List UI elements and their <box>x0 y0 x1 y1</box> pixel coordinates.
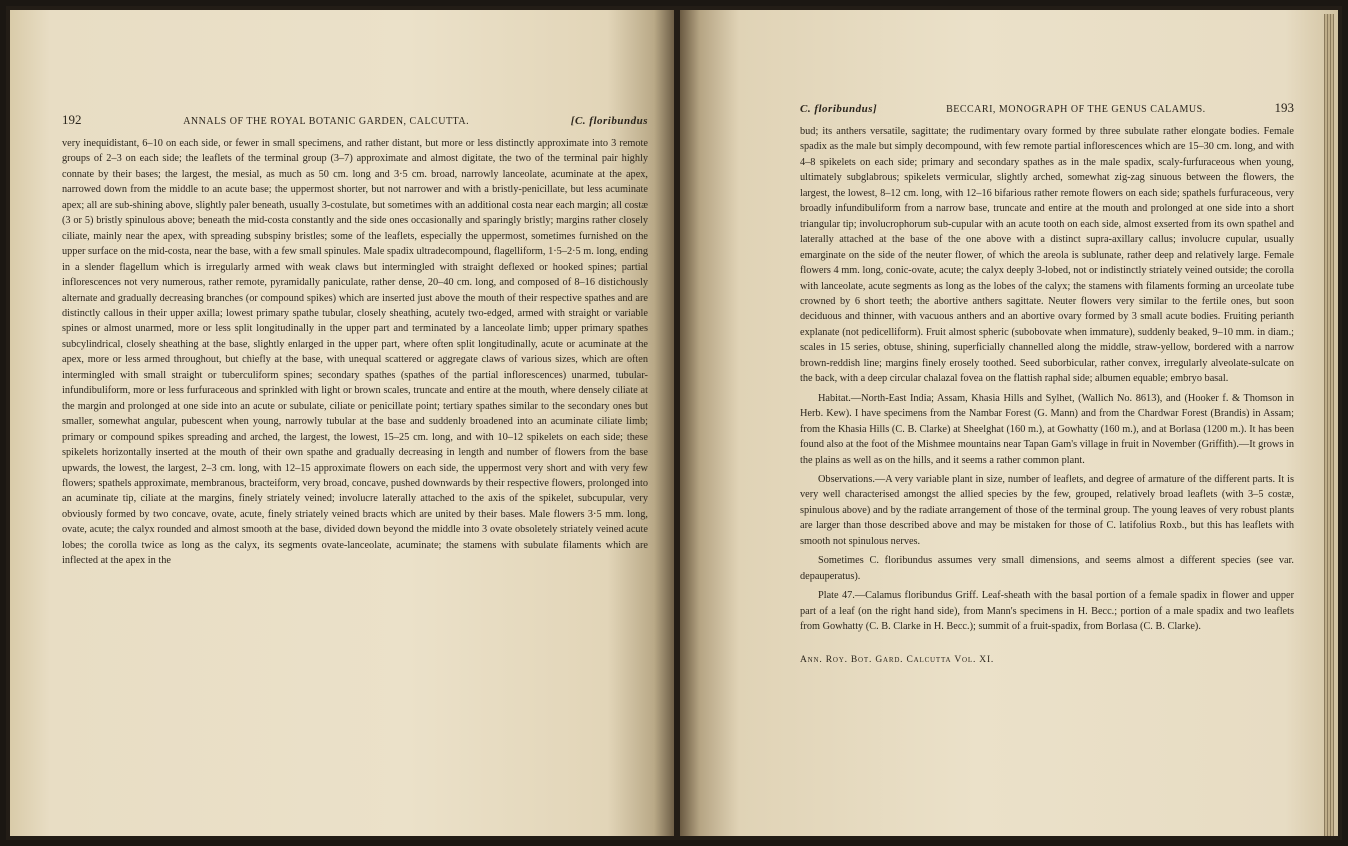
species-tag-left: [C. floribundus <box>570 115 648 127</box>
running-head-title-right: BECCARI, MONOGRAPH OF THE GENUS CALAMUS. <box>946 104 1206 115</box>
book-spread <box>6 6 1342 840</box>
plate-paragraph: Plate 47.—Calamus floribundus Griff. Leaf-sheath with the basal portion of a female spadix in flower and upper part of a leaf (on the right hand side), from Mann's specimens in H. Becc.; portion of a male spadix and two leaflets from Gowhatty (C. B. Clarke in H. Becc.); summit of a fruit-spadix, from Borlasa (C. B. Clarke). <box>800 590 1294 633</box>
page-number-left: 192 <box>62 112 82 127</box>
running-head-left <box>62 112 648 128</box>
left-page <box>10 10 674 836</box>
right-paragraph-1: bud; its anthers versatile, sagittate; the rudimentary ovary formed by three subulate rather elongate bodies. Female spadix as the male but simply decompound, with few remote partial inflorescences which are 15–30 cm. long, and with 4–8 spikelets on each side; primary and secondary spathes as in the male spadix, scaly-furfuraceous when young, ultimately subglabrous; spikelets vermicular, slightly arched, somewhat zig-zag sinuous between the flowers, the largest, the lowest, 8–12 cm. long, with 12–16 bifarious rather remote flowers on each side; spathels furfuraceous, very broadly infundibuliform from a narrow base, truncate and entire at the mouth and prolonged at one side into a short triangular tip; involucrophorum sub-cupular with an acute tooth on each side, almost exserted from its own spathel and laterally attached at the base of the one above with a distinct supra-axillary callus; involucre cupular, usually emarginate on the side of the neuter flower, of which the areola is sublunate, rather deep and relatively large. Female flowers 4 mm. long, conic-ovate, acute; the calyx deeply 3-lobed, not or indistinctly striately veined outside; the corolla with lanceolate, acute segments as long as the lobes of the calyx; the stamens with filaments forming an urceolate tube crowned by 6 short teeth; the abortive anthers sagittate. Neuter flowers very similar to the fertile ones, but soon deciduous and thinner, with vacuous anthers and an abortive ovary formed by 3 small acute bodies. Fruiting perianth explanate (not pedicelliform). Fruit almost spheric (subobovate when immature), suddenly beaked, 9–10 mm. in diam.; scales in 15 series, obtuse, shining, superficially channelled along the middle, straw-yellow, bordered with a narrow brown-reddish line; margins finely erosely toothed. Seed suborbicular, rather convex, irregularly alveolate-sulcate on the back, with a deep circular chalazal fovea on the flattish raphal side; albumen equable; embryo basal. <box>800 126 1294 385</box>
habitat-paragraph: Habitat.—North-East India; Assam, Khasia Hills and Sylhet, (Wallich No. 8613), and (Hooker f. & Thomson in Herb. Kew). I have specimens from the Nambar Forest (G. Mann) and from the Chardwar Forest (Brandis) in Assam; from the Khasia Hills (C. B. Clarke) at Sheelghat (160 m.), at Gowhatty (160 m.), and at Borlasa (1200 m.). It has been found also at the foot of the Mishmee mountains near Tapan Gam's village in fruit in November (Griffith).—It grows in the plains as well as on the hills, and it seems a rather common plant. <box>800 392 1294 466</box>
species-tag-right: C. floribundus] <box>800 103 878 115</box>
journal-footer: Ann. Roy. Bot. Gard. Calcutta Vol. XI. <box>800 654 995 665</box>
page-edge-stack <box>1324 14 1334 836</box>
right-page <box>680 10 1338 836</box>
left-page-body <box>62 136 648 569</box>
left-paragraph-1: very inequidistant, 6–10 on each side, or fewer in small specimens, and rather distant, but more or less distinctly approximate into 3 remote groups of 2–3 on each side; the leaflets of the terminal group (3–7) approximate and almost digitate, the two of the terminal pair highly connate by their bases; the largest, the mesial, as much as 50 cm. long and 3·5 cm. broad, narrowly lanceolate, acuminate at the apex, narrowed down from the middle to an acute base; the uppermost shorter, but not narrower and with a bristly-penicillate, but less acuminate apex; all are sub-shining above, slightly paler beneath, usually 3-costulate, but sometimes with an additional costa near each margin; all costæ (3 or 5) bristly spinulous above; beneath the mid-costa constantly and the side ones occasionally and sparingly bristly; margins rather closely ciliate, mainly near the apex, with spreading subspiny bristles; some of the leaflets, especially the uppermost, sometimes furnished on the upper surface on the mid-costa, near the base, with a few small spinules. Male spadix ultradecompound, flagelliform, 1·5–2·5 m. long, ending in a slender flagellum which is irregularly armed with weak claws but intermingled with straight deflexed or hooked spines; partial inflorescences not very numerous, rather remote, pyramidally paniculate, rather dense, 20–40 cm. long, and composed of 8–16 distichously alternate and gradually decreasing branches (or compound spikes) which are inserted just above the mouth of their respective spathes and are distinctly callous in their upper axilla; lowest primary spathe tubular, closely sheathing, acutely two-edged, armed with straight or variable spines or almost unarmed, more or less split longitudinally in the upper part and terminated by a lanceolate limb; upper primary spathes subcylindrical, closely sheathing at the base, slightly enlarged in the upper part, where often split longitudinally, acute or acuminate at the apex, more or less armed throughout, but chiefly at the base, with unequal scattered or aggregate claws of various sizes, which are often intermingled with small straight or tuberculiform spines; secondary spathes (spathes of the partial inflorescences) unarmed, tubular-infundibuliform, more or less furfuraceous and sprinkled with light or brown scales, truncate and entire at the mouth, where densely ciliate at the margin and prolonged at one side into an acute or subulate, ciliate or penicillate point; tertiary spathes similar to the secondary ones but smaller, somewhat angular, pubescent when young, narrowly tubular at the base and suddenly broadened into an acuminate ciliate limb; primary or compound spikes spreading and arched, the largest, the lowest, 15–25 cm. long, and with 10–12 spikelets on each side; these spikelets horizontally inserted at the mouth of their own spathe and gradually decreasing in length and number of flowers from the base upwards, the lowest, the largest, 2–3 cm. long, with 12–15 approximate flowers on each side, the uppermost very short and with very few flowers; spathels approximate, membranous, bracteiform, very broad, concave, pushed downwards by their respective flowers, prolonged into an acuminate tip, ciliate at the margins, finely striately veined; involucre laterally attached to the axis of the spikelet, subcupular, very obviously formed by two concave, ovate, acute, finely striately veined bracts which are united by their bases. Male flowers 3·5 mm. long, ovate, acute; the calyx rounded and almost smooth at the base, divided down beyond the middle into 3 ovate obsoletely striately veined acute lobes; the corolla twice as long as the calyx, its segments ovate-lanceolate, acuminate; the stamens with subulate filaments which are inflected at the apex in the <box>62 138 648 567</box>
running-head-right <box>800 100 1294 116</box>
right-page-body <box>800 124 1294 635</box>
page-number-right: 193 <box>1274 100 1294 115</box>
sometimes-paragraph: Sometimes C. floribundus assumes very small dimensions, and seems almost a different species (see var. depauperatus). <box>800 555 1294 582</box>
running-head-title-left: ANNALS OF THE ROYAL BOTANIC GARDEN, CALCUTTA. <box>183 116 470 127</box>
observations-paragraph: Observations.—A very variable plant in size, number of leaflets, and degree of armature of the different parts. It is very well characterised amongst the allied species by the few, grouped, relatively broad leaflets (with 3–5 costæ, spinulous above) and by the radiate arrangement of those of the terminal group. The young leaves of very robust plants are larger than those described above and may be mistaken for those of C. latifolius Roxb., but this has leaflets with smooth not spinulous nerves. <box>800 473 1294 547</box>
